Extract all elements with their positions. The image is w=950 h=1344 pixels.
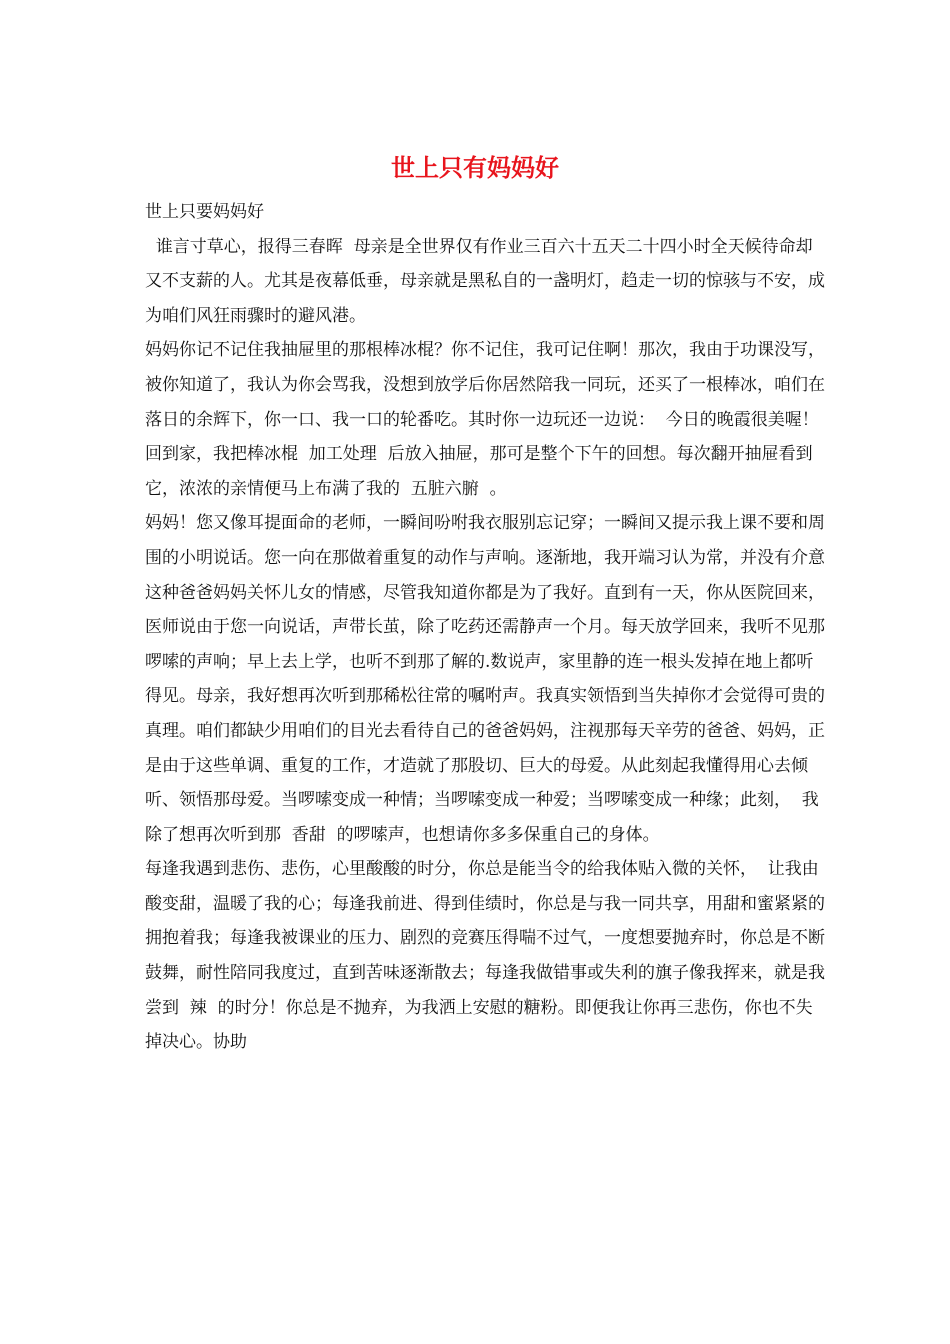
paragraph: 妈妈！您又像耳提面命的老师，一瞬间吩咐我衣服别忘记穿；一瞬间又提示我上课不要和周围的小明说话。您一向在那做着重复的动作与声响。逐渐地，我开端习认为常，并没有介意这种爸爸妈妈关怀儿女的情感，尽管我知道你都是为了我好。直到有一天，你从医院回来，医师说由于您一向说话，声带长茧，除了吃药还需静声一个月。每天放学回来，我听不见那啰嗦的声响；早上去上学，也听不到那了解的.数说声，家里静的连一根头发掉在地上都听得见。母亲，我好想再次听到那稀松往常的嘱咐声。我真实领悟到当失掉你才会觉得可贵的真理。咱们都缺少用咱们的目光去看待自己的爸爸妈妈，注视那每天辛劳的爸爸、妈妈，正是由于这些单调、重复的工作，才造就了那股切、巨大的母爱。从此刻起我懂得用心去倾听、领悟那母爱。当啰嗦变成一种情；当啰嗦变成一种爱；当啰嗦变成一种缘；此刻， 我除了想再次听到那 香甜 的啰嗦声，也想请你多多保重自己的身体。 bbox=[145, 513, 825, 845]
document-subtitle: 世上只要妈妈好 bbox=[145, 202, 264, 222]
paragraph: 谁言寸草心，报得三春晖 母亲是全世界仅有作业三百六十五天二十四小时全天候待命却又不支薪的人。尤其是夜幕低垂，母亲就是黑私自的一盏明灯，趋走一切的惊骇与不安，成为咱们风狂雨骤时的避风港。 bbox=[145, 236, 825, 326]
document-title: 世上只有妈妈好 bbox=[391, 153, 559, 182]
document-body bbox=[145, 195, 830, 1060]
paragraph: 每逢我遇到悲伤、悲伤，心里酸酸的时分，你总是能当令的给我体贴入微的关怀， 让我由酸变甜，温暖了我的心；每逢我前进、得到佳绩时，你总是与我一同共享，用甜和蜜紧紧的拥抱着我；每逢我被课业的压力、剧烈的竞赛压得喘不过气，一度想要抛弃时，你总是不断鼓舞，耐性陪同我度过，直到苦味逐渐散去；每逢我做错事或失利的旗子像我挥来，就是我尝到 辣 的时分！你总是不抛弃，为我洒上安慰的糖粉。即便我让你再三悲伤，你也不失掉决心。协助 bbox=[145, 859, 825, 1053]
paragraph: 妈妈你记不记住我抽屉里的那根棒冰棍？你不记住，我可记住啊！那次，我由于功课没写，被你知道了，我认为你会骂我，没想到放学后你居然陪我一同玩，还买了一根棒冰，咱们在落日的余辉下，你一口、我一口的轮番吃。其时你一边玩还一边说： 今日的晚霞很美喔！ 回到家，我把棒冰棍 加工处理 后放入抽屉，那可是整个下午的回想。每次翻开抽屉看到它，浓浓的亲情便马上布满了我的 五脏六腑 。 bbox=[145, 340, 830, 499]
